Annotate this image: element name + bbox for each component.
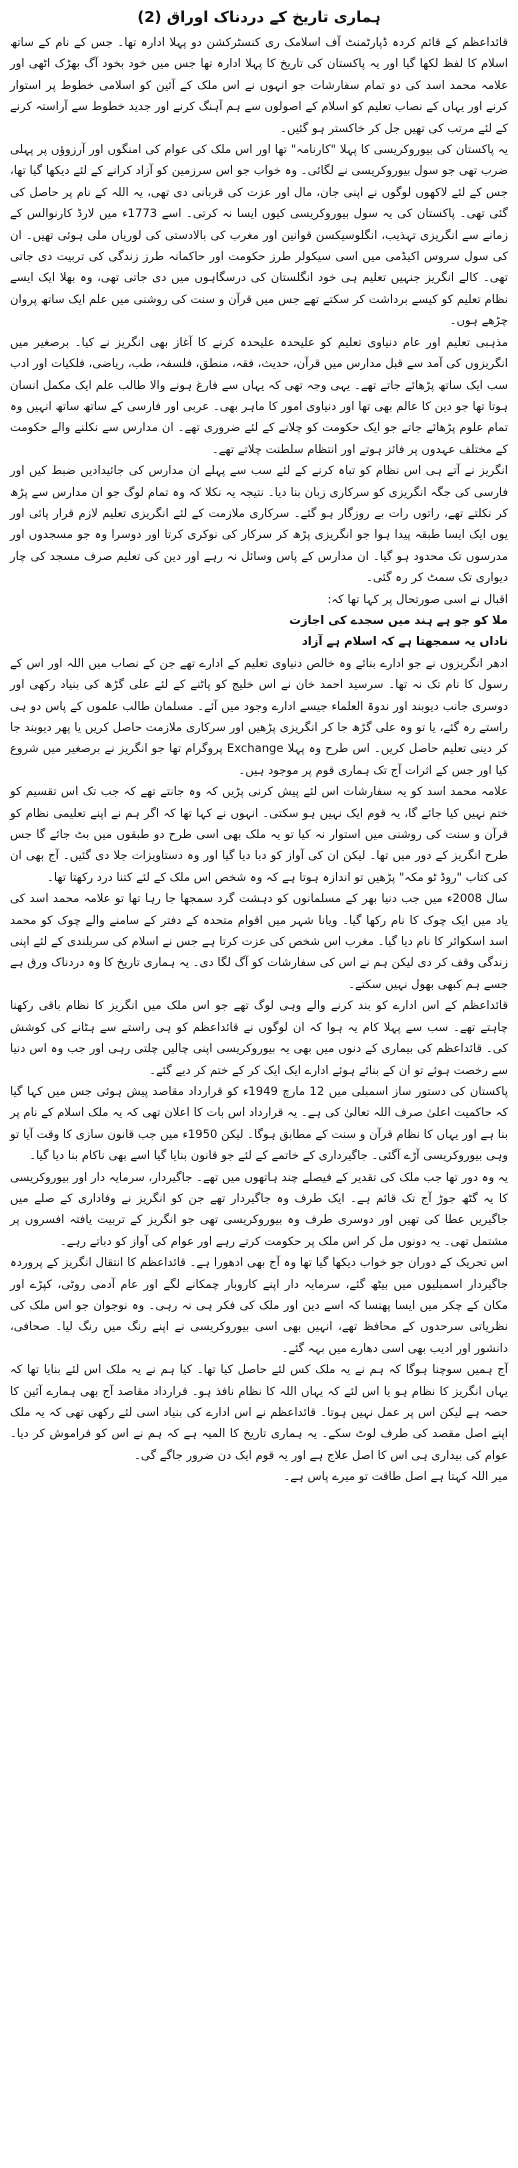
- article-paragraph: ادھر انگریزوں نے جو ادارے بنائے وہ خالص دنیاوی تعلیم کے ادارے تھے جن کے نصاب میں اللہ اور اس کے رسول کا نام تک نہ تھا۔ سرسید احمد خان نے اس خلیج کو پاٹنے کے لئے علی گڑھ کی بنیاد رکھی اور دوسری جانب دیوبند اور ندوۃ العلماء جیسے ادارے وجود میں آئے۔ مسلمان طالب علموں کے پاس دو ہی راستے رہ گئے، یا تو وہ علی گڑھ جا کر انگریزی پڑھیں اور سرکاری ملازمت حاصل کریں یا پھر دیوبند جا کر دینی تعلیم حاصل کریں۔ اس طرح وہ پہلا Exchange پروگرام تھا جو انگریز نے برصغیر میں شروع کیا اور جس کے اثرات آج تک ہماری قوم پر موجود ہیں۔: [10, 655, 508, 777]
- poetry-verse: ناداں یہ سمجھتا ہے کہ اسلام ہے آزاد: [301, 634, 508, 649]
- article-paragraph: یہ وہ دور تھا جب ملک کی تقدیر کے فیصلے چند ہاتھوں میں تھے۔ جاگیردار، سرمایہ دار اور بیوروکریسی کا یہ گٹھ جوڑ آج تک قائم ہے۔ ایک طرف وہ جاگیردار تھے جن کو انگریز نے وفاداری کے صلے میں جاگیریں عطا کی تھیں اور دوسری طرف وہ بیوروکریسی تھی جو انگریز کے تربیت یافتہ افسروں پر مشتمل تھی۔ یہ دونوں مل کر اس ملک پر حکومت کرتے رہے اور عوام کی آواز کو دباتے رہے۔: [10, 1169, 508, 1248]
- article-paragraph: اس تحریک کے دوران جو خواب دیکھا گیا تھا وہ آج بھی ادھورا ہے۔ قائداعظم کا انتقال انگریز کے پروردہ جاگیردار اسمبلیوں میں بیٹھ گئے، سرمایہ دار اپنے کاروبار چمکانے لگے اور عام آدمی روٹی، کپڑے اور مکان کے چکر میں ایسا پھنسا کہ اسے دین اور ملک کی فکر ہی نہ رہی۔ وہ نوجوان جو اس ملک کی نظریاتی سرحدوں کے محافظ تھے، انہیں بھی اسی بیوروکریسی نے اپنے رنگ میں رنگ لیا۔ صحافی، دانشور اور ادیب بھی اسی دھارے میں بہہ گئے۔: [10, 1255, 508, 1355]
- article-paragraph: آج ہمیں سوچنا ہوگا کہ ہم نے یہ ملک کس لئے حاصل کیا تھا۔ کیا ہم نے یہ ملک اس لئے بنایا تھا کہ یہاں انگریز کا نظام ہو یا اس لئے کہ یہاں اللہ کا نظام نافذ ہو۔ قرارداد مقاصد آج بھی ہمارے آئین کا حصہ ہے لیکن اس پر عمل نہیں ہوتا۔ قائداعظم نے اس ادارے کی بنیاد اسی لئے رکھی تھی کہ یہ ملک اپنے اصل مقصد کی طرف لوٹ سکے۔ یہ ہماری تاریخ کا المیہ ہے کہ ہم نے اس کو فراموش کر دیا۔ عوام کی بیداری ہی اس کا اصل علاج ہے اور یہ قوم ایک دن ضرور جاگے گی۔: [10, 1362, 508, 1462]
- article-paragraph: انگریز نے آتے ہی اس نظام کو تباہ کرنے کے لئے سب سے پہلے ان مدارس کی جائیدادیں ضبط کیں اور فارسی کی جگہ انگریزی کو سرکاری زبان بنا دیا۔ نتیجہ یہ نکلا کہ وہ تمام لوگ جو ان مدارس سے پڑھ کر نکلتے تھے، راتوں رات بے روزگار ہو گئے۔ سرکاری ملازمت کے لئے انگریزی تعلیم لازم قرار پائی اور یوں ایک ایسا طبقہ پیدا ہوا جو انگریزی پڑھ کر سرکار کی نوکری کرتا اور دوسرا وہ جو مسجدوں اور مدرسوں تک محدود ہو گیا۔ ان مدارس کے پاس وسائل نہ رہے اور دین کی تعلیم صرف مسجد کی چار دیواری تک سمٹ کر رہ گئی۔: [10, 463, 508, 585]
- article-paragraph: مذہبی تعلیم اور عام دنیاوی تعلیم کو علیحدہ علیحدہ کرنے کا آغاز بھی انگریز نے کیا۔ برصغیر میں انگریزوں کی آمد سے قبل مدارس میں قرآن، حدیث، فقہ، منطق، فلسفہ، طب، ریاضی، فلکیات اور ادب سب ایک ساتھ پڑھائے جاتے تھے۔ یہی وجہ تھی کہ یہاں سے فارغ ہونے والا طالب علم ایک مکمل انسان ہوتا تھا جو دین کا عالم بھی تھا اور دنیاوی امور کا ماہر بھی۔ عربی اور فارسی کے ساتھ ساتھ انہیں وہ تمام علوم پڑھائے جاتے جو ایک حکومت کو چلانے کے لئے ضروری تھے۔ ان مدارس سے نکلنے والے حکومت کے مختلف عہدوں پر فائز ہوتے اور انتظام سلطنت چلاتے تھے۔: [10, 334, 508, 456]
- article-paragraph: میر اللہ کہتا ہے اصل طاقت تو میرے پاس ہے۔: [283, 1469, 508, 1484]
- article-paragraph: قائداعظم کے قائم کردہ ڈپارٹمنٹ آف اسلامک ری کنسٹرکشن دو پہلا ادارہ تھا۔ جس کے نام کے ساتھ اسلام کا لفظ لکھا گیا اور یہ پاکستان کی تاریخ کا پہلا ادارہ تھا جس میں خود بخود آگ بھڑک اٹھی اور علامہ محمد اسد کی دو تمام سفارشات جو انہوں نے اس ملک کے آئین کو اسلامی خطوط پر استوار کرنے اور یہاں کے نصاب تعلیم کو اسلام کے اصولوں سے ہم آہنگ کرنے اور جدید خطوط سے آراستہ کرنے کے لئے مرتب کی تھیں جل کر خاکستر ہو گئیں۔: [9, 35, 508, 135]
- poetry-verse: ملا کو جو ہے ہند میں سجدے کی اجازت: [289, 612, 508, 627]
- article-paragraph: اقبال نے اسی صورتحال پر کہا تھا کہ:: [327, 591, 508, 606]
- article-paragraph: علامہ محمد اسد کو یہ سفارشات اس لئے پیش کرنی پڑیں کہ وہ جانتے تھے کہ جب تک اس تقسیم کو ختم نہیں کیا جائے گا، یہ قوم ایک نہیں ہو سکتی۔ انہوں نے کہا تھا کہ اگر ہم نے اپنے تعلیمی نظام کو قرآن و سنت کی روشنی میں استوار نہ کیا تو یہ ملک بھی اسی طرح دو طبقوں میں بٹ جائے گا جس طرح انگریز کے دور میں تھا۔ لیکن ان کی آواز کو دبا دیا گیا اور وہ دستاویزات جلا دی گئیں۔ آج بھی ان کی کتاب "روڈ ٹو مکہ" پڑھیں تو اندازہ ہوتا ہے کہ وہ شخص اس ملک کے لئے کتنا درد رکھتا تھا۔: [10, 784, 508, 884]
- article-title: ہماری تاریخ کے دردناک اوراق (2): [137, 8, 381, 26]
- article-paragraph: یہ پاکستان کی بیوروکریسی کا پہلا "کارنامہ" تھا اور اس ملک کی عوام کی امنگوں اور آرزوؤں پر پہلی ضرب تھی جو سول بیوروکریسی نے لگائی۔ وہ خواب جو اس سرزمین کو آزاد کرانے کے لئے دیکھا گیا تھا، جس کے لئے لاکھوں لوگوں نے اپنی جان، مال اور عزت کی قربانی دی تھی، یہ اللہ کے نام پر حاصل کی گئی تھی۔ پاکستان کی یہ سول بیوروکریسی کیوں ایسا نہ کرتی۔ اسے 1773ء میں لارڈ کارنوالس کے زمانے سے انگریزی تہذیب، انگلوسیکسن قوانین اور مغرب کی بالادستی کی لوریاں ملی ہوئی تھیں۔ ان کی سول سروس اکیڈمی میں اسی سیکولر طرز حکومت اور حاکمانہ طرز زندگی کی تربیت دی جاتی تھی۔ کالے انگریز جنہیں تعلیم ہی خود انگلستان کی درسگاہوں میں دی جاتی تھی، وہ بھلا ایک ایسے نظام تعلیم کو کیسے برداشت کر سکتے تھے جس میں قرآن و سنت کی روشنی میں علم ایک ساتھ پروان چڑھے ہوں۔: [10, 142, 508, 328]
- article-body: [10, 32, 508, 1488]
- article-paragraph: پاکستان کی دستور ساز اسمبلی میں 12 مارچ 1949ء کو قرارداد مقاصد پیش ہوئی جس میں کہا گیا کہ حاکمیت اعلیٰ صرف اللہ تعالیٰ کی ہے۔ یہ قرارداد اس بات کا اعلان تھی کہ یہ ملک اسلام کے نام پر بنا ہے اور یہاں کا نظام قرآن و سنت کے مطابق ہوگا۔ لیکن 1950ء میں جب قانون سازی کا وقت آیا تو وہی بیوروکریسی آڑے آگئی۔ جاگیرداری کے خاتمے کے لئے جو قانون بنایا گیا اسے بھی ناکام بنا دیا گیا۔: [10, 1083, 509, 1163]
- article-paragraph: سال 2008ء میں جب دنیا بھر کے مسلمانوں کو دہشت گرد سمجھا جا رہا تھا تو علامہ محمد اسد کی یاد میں ایک چوک کا نام رکھا گیا۔ ویانا شہر میں اقوام متحدہ کے دفتر کے سامنے والے چوک کو محمد اسد اسکوائر کا نام دیا گیا۔ مغرب اس شخص کی عزت کرتا ہے جس نے اسلام کی سربلندی کے لئے اپنی زندگی وقف کر دی لیکن ہم نے اس کی سفارشات کو آگ لگا دی۔ یہ ہماری تاریخ کا وہ دردناک ورق ہے جسے ہم کبھی بھول نہیں سکتے۔: [10, 891, 508, 991]
- article-paragraph: قائداعظم کے اس ادارے کو بند کرنے والے وہی لوگ تھے جو اس ملک میں انگریز کا نظام باقی رکھنا چاہتے تھے۔ سب سے پہلا کام یہ ہوا کہ ان لوگوں نے قائداعظم کو ہی راستے سے ہٹانے کی کوشش کی۔ قائداعظم کی بیماری کے دنوں میں بھی یہ بیوروکریسی اپنی چالیں چلتی رہی اور جب وہ اس دنیا سے رخصت ہوئے تو ان کے بنائے ہوئے ادارے ایک ایک کر کے ختم کر دیے گئے۔: [10, 998, 508, 1077]
